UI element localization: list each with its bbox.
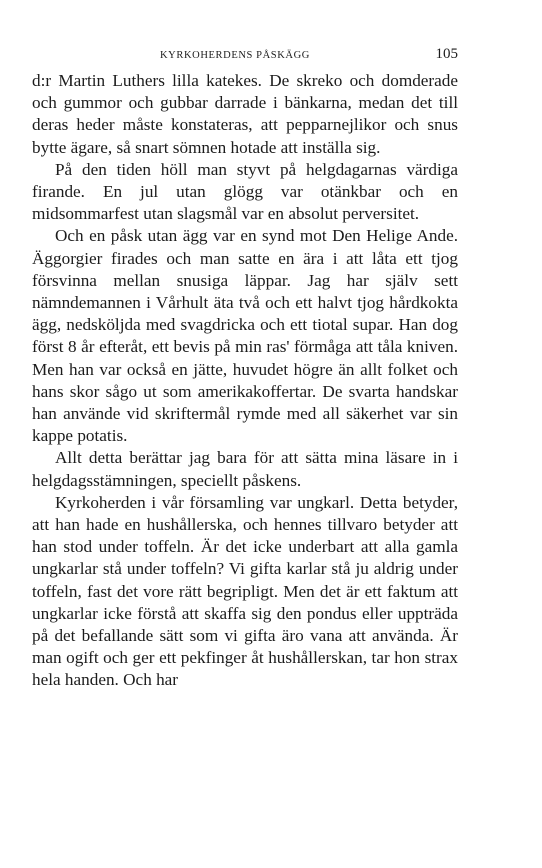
paragraph: Och en påsk utan ägg var en synd mot Den Helige Ande. Äggorgier firades och man satte en ära i att låta ett tjog försvinna mellan snusiga läppar. Jag har själv sett nämndemannen i Vårhult äta två och ett halvt tjog hårdkokta ägg, nedsköljda med svagdricka och ett tiotal supar. Han dog först 8 år efteråt, ett bevis på min ras' förmåga att tåla kniven. Men han var också en jätte, huvudet högre än allt folket och hans skor sågo ut som amerikakoffertar. De svarta handskar han använde vid skriftermål rymde med all säkerhet var sin kappe potatis.	[32, 226, 458, 446]
running-title: KYRKOHERDENS PÅSKÄGG	[160, 50, 310, 61]
body-text	[32, 70, 458, 692]
page-number: 105	[435, 46, 458, 62]
paragraph: Kyrkoherden i vår församling var ungkarl. Detta betyder, att han hade en hushållerska, och hennes tillvaro betyder att han stod under toffeln. Är det icke underbart att alla gamla ungkarlar stå under toffeln? Vi gifta karlar stå ju aldrig under toffeln, fast det vore rätt begripligt. Men det är ett faktum att ungkarlar icke förstå att skaffa sig den pondus eller uppträda på det befallande sätt som vi gifta äro vana att använda. Är man ogift och ger ett pekfinger åt hushållerskan, tar hon strax hela handen. Och har	[32, 492, 458, 690]
book-page	[32, 46, 458, 692]
running-head	[32, 46, 458, 70]
paragraph: Allt detta berättar jag bara för att sätta mina läsare in i helgdagsstämningen, speciellt påskens.	[32, 448, 458, 490]
paragraph-continuation: d:r Martin Luthers lilla katekes. De skreko och domderade och gummor och gubbar darrade i bänkarna, medan det till deras heder måste konstateras, att pepparnejlikor och snus bytte ägare, så snart sömnen hotade att inställa sig.	[32, 71, 458, 157]
paragraph: På den tiden höll man styvt på helgdagarnas värdiga firande. En jul utan glögg var otänkbar och en midsommarfest utan slagsmål var en absolut perversitet.	[32, 159, 458, 224]
